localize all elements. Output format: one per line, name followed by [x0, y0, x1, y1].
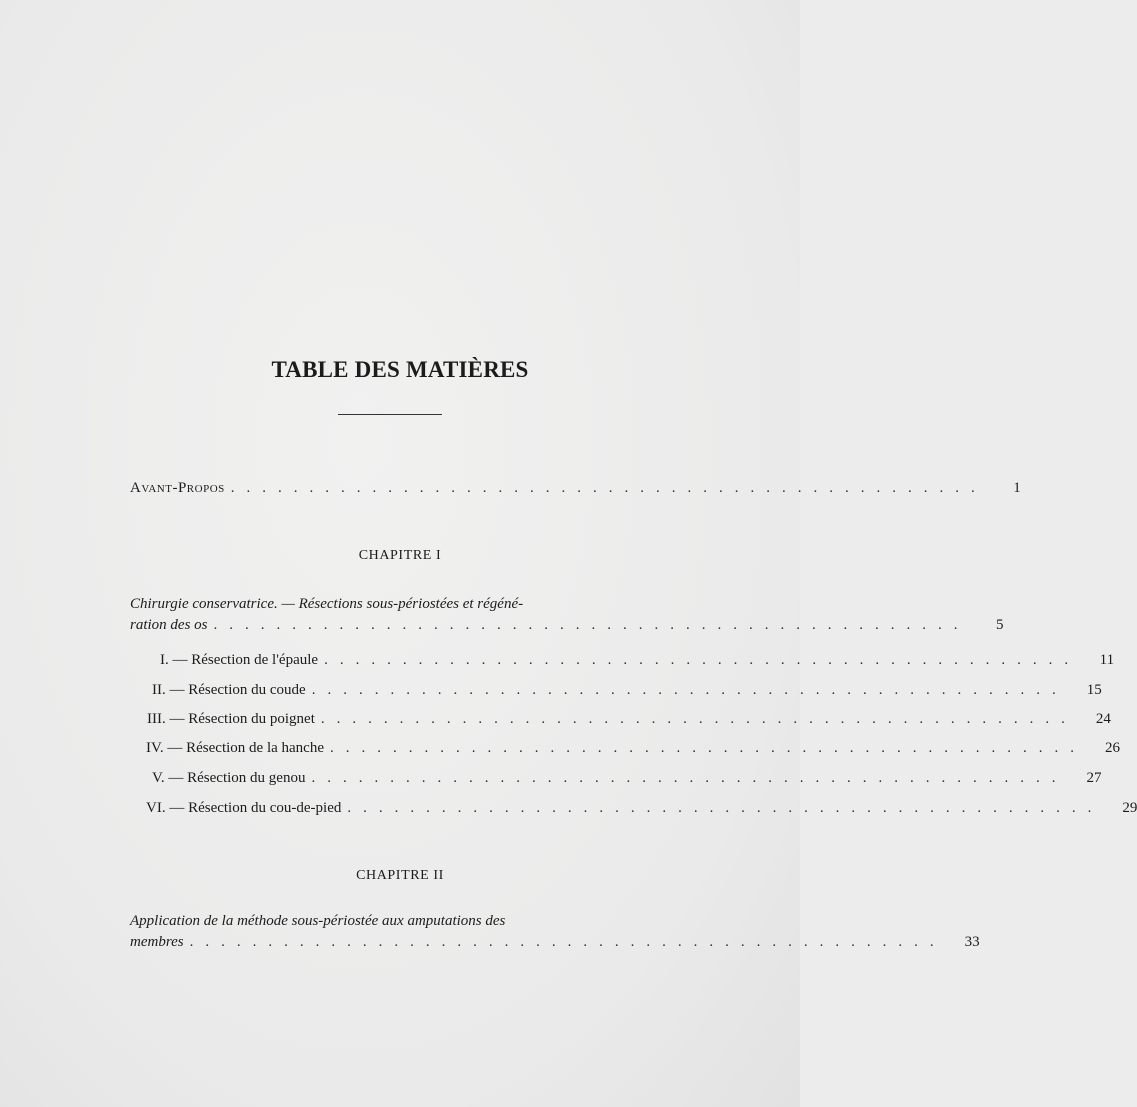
toc-page-number: 24: [1095, 711, 1111, 727]
leader-dots: ................................................: [320, 711, 1077, 727]
leader-dots: ................................................: [213, 617, 970, 633]
toc-page-number: 33: [964, 934, 980, 950]
leader-dots: ................................................: [324, 652, 1081, 668]
chapter-heading: CHAPITRE I: [358, 548, 442, 563]
toc-label: VI. — Résection du cou-de-pied: [146, 800, 342, 816]
page-title: TABLE DES MATIÈRES: [271, 357, 529, 382]
leader-dots: ................................................: [311, 770, 1068, 786]
toc-label: IV. — Résection de la hanche: [146, 740, 325, 756]
toc-entry: [160, 652, 1115, 669]
toc-label: III. — Résection du poignet: [147, 711, 315, 727]
toc-page-number: 11: [1099, 652, 1115, 668]
toc-entry: [152, 770, 1102, 787]
chapter-intro-line: Chirurgie conservatrice. — Résections sous-périostées et régéné-: [130, 596, 524, 612]
chapter-intro-line: Application de la méthode sous-périostée aux amputations des: [130, 913, 506, 929]
leader-dots: ................................................: [189, 934, 946, 950]
toc-entry: [146, 740, 1121, 757]
toc-entry: [146, 800, 1137, 817]
toc-label: Avant-Propos: [130, 480, 225, 496]
leader-dots: ................................................: [230, 480, 987, 496]
toc-entry: [147, 711, 1111, 728]
toc-page-number: 15: [1086, 682, 1102, 698]
toc-page-number: 26: [1105, 740, 1121, 756]
toc-label: membres: [130, 934, 184, 950]
chapter-heading: CHAPITRE II: [356, 868, 444, 883]
toc-label: ration des os: [130, 617, 208, 633]
leader-dots: ................................................: [311, 682, 1068, 698]
toc-entry-chapter1-intro: [130, 617, 1004, 634]
toc-page-number: 27: [1086, 770, 1102, 786]
toc-label: V. — Résection du genou: [152, 770, 306, 786]
toc-entry-avant-propos: [130, 480, 1021, 497]
toc-page-number: 1: [1013, 480, 1021, 496]
toc-label: I. — Résection de l'épaule: [160, 652, 319, 668]
toc-page-number: 5: [996, 617, 1004, 633]
leader-dots: ................................................: [330, 740, 1087, 756]
title-rule: [338, 414, 442, 415]
toc-entry: [152, 682, 1102, 699]
toc-entry-chapter2-intro: [130, 934, 980, 951]
leader-dots: ................................................: [347, 800, 1104, 816]
toc-label: II. — Résection du coude: [152, 682, 306, 698]
toc-page-number: 29: [1122, 800, 1137, 816]
